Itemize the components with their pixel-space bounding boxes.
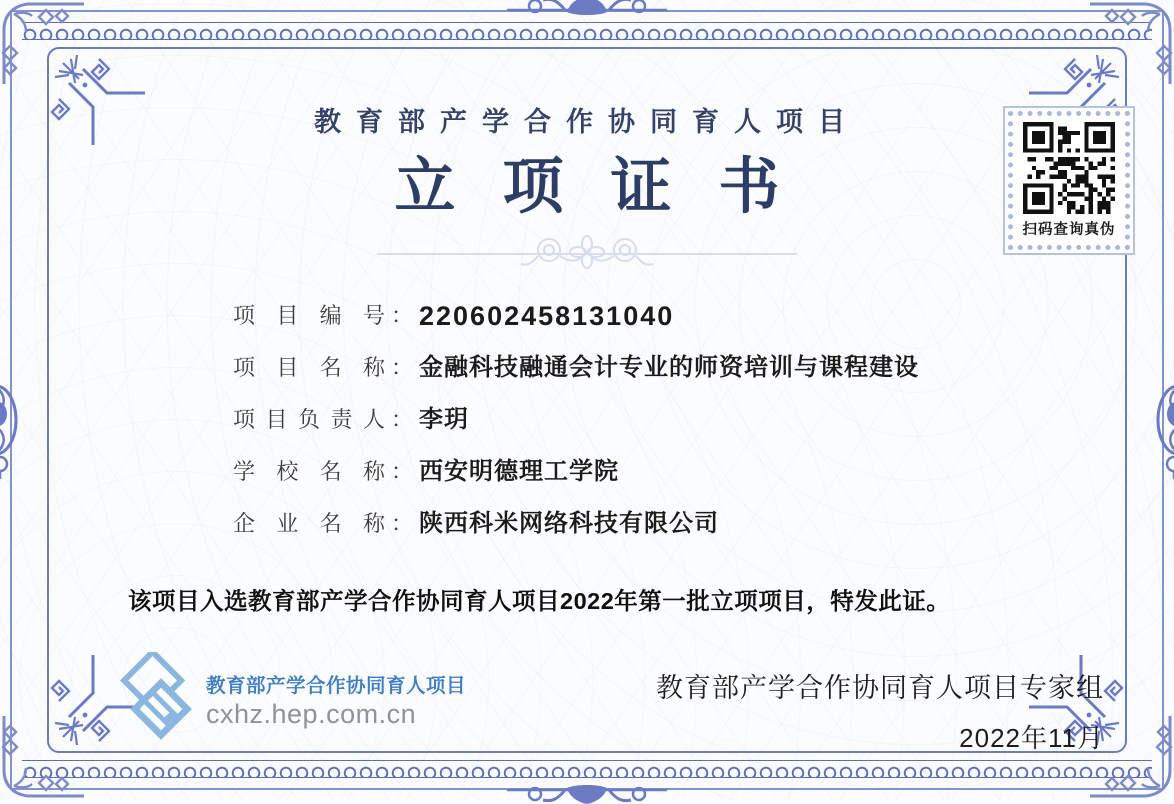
issue-date: 2022年11月 bbox=[959, 723, 1104, 753]
verification-qr-badge bbox=[1003, 106, 1135, 255]
program-logo-text bbox=[206, 670, 466, 730]
field-value: 220602458131040 bbox=[419, 301, 675, 331]
field-value: 金融科技融通会计专业的师资培训与课程建设 bbox=[419, 354, 919, 381]
qr-caption: 扫码查询真伪 bbox=[1022, 222, 1116, 238]
program-logo-block bbox=[114, 652, 466, 756]
field-value: 西安明德理工学院 bbox=[419, 458, 619, 485]
field-row-company-name bbox=[233, 507, 919, 559]
rosette-medallion-icon bbox=[1146, 360, 1174, 480]
field-value: 李玥 bbox=[419, 406, 469, 433]
issuer-name: 教育部产学合作协同育人项目专家组 bbox=[656, 673, 1104, 703]
field-row-project-name bbox=[233, 351, 919, 403]
program-logo-icon bbox=[114, 652, 198, 756]
program-logo-title: 教育部产学合作协同育人项目 bbox=[206, 675, 467, 697]
field-colon: ： bbox=[390, 511, 413, 536]
signature-block bbox=[656, 666, 1104, 755]
edge-ornament-icon bbox=[1088, 0, 1174, 86]
certificate-title: 立项证书 bbox=[394, 152, 827, 220]
qr-code bbox=[1023, 122, 1115, 214]
field-colon: ： bbox=[390, 355, 413, 380]
qr-ornamental-frame bbox=[1008, 111, 1130, 250]
field-row-school-name bbox=[233, 455, 919, 507]
field-row-project-leader bbox=[233, 403, 919, 455]
rosette-medallion-icon bbox=[0, 360, 28, 480]
field-row-project-number bbox=[233, 299, 919, 351]
field-label: 项目负责人 bbox=[233, 407, 385, 432]
lotus-medallion-icon bbox=[507, 0, 667, 26]
certificate-subtitle: 教育部产学合作协同育人项目 bbox=[314, 107, 860, 137]
project-fields bbox=[233, 299, 919, 559]
field-colon: ： bbox=[390, 459, 413, 484]
field-label: 企业名称 bbox=[233, 511, 385, 536]
edge-ornament-icon bbox=[0, 714, 86, 800]
field-colon: ： bbox=[390, 407, 413, 432]
edge-ornament-icon bbox=[0, 0, 86, 86]
field-label: 项目名称 bbox=[233, 355, 385, 380]
field-colon: ： bbox=[390, 303, 413, 328]
flourish-divider-icon bbox=[377, 232, 797, 272]
field-label: 学校名称 bbox=[233, 459, 385, 484]
program-logo-url: cxhz.hep.com.cn bbox=[206, 699, 417, 729]
field-label: 项目编号 bbox=[233, 303, 385, 328]
field-value: 陕西科米网络科技有限公司 bbox=[419, 510, 719, 537]
award-statement: 该项目入选教育部产学合作协同育人项目2022年第一批立项项目，特发此证。 bbox=[128, 588, 951, 614]
